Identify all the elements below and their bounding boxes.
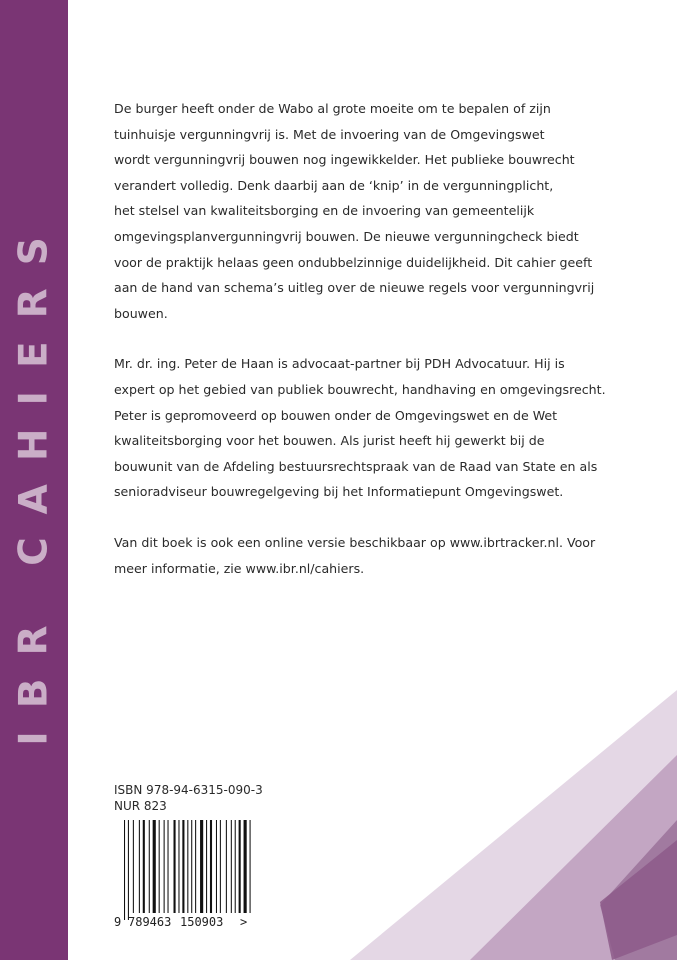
isbn-number: ISBN 978-94-6315-090-3 [114,783,263,797]
barcode-bar [244,820,247,913]
barcode-bar [195,820,196,913]
barcode-bar [168,820,169,913]
barcode-digits-group1: 789463 [128,915,172,929]
barcode-bar [206,820,207,913]
barcode-bar [235,820,236,913]
summary-paragraph: De burger heeft onder de Wabo al grote moeite om te bepalen of zijn tuinhuisje vergunningvrij is. Met de invoering van de Omgevingswet wordt vergunningvrij bouwen nog ingewikkelder. Het publieke bouwrecht verandert volledig. Denk daarbij aan de ‘knip’ in de vergunningplicht, het stelsel van kwaliteitsborging en de invoering van gemeentelijk omgevingsplanvergunningvrij bouwen. De nieuwe vergunningcheck biedt voor de praktijk helaas geen ondubbelzinnige duidelijkheid. Dit cahier geeft aan de hand van schema’s uitleg over de nieuwe regels voor vergunningvrij bouwen. [114,101,595,321]
barcode-bar [226,820,227,913]
barcode-bar [182,820,184,913]
barcode-bar [216,820,217,913]
barcode-bar [191,820,192,913]
barcode-bar [220,820,221,913]
barcode-bar [239,820,241,913]
barcode [112,818,252,930]
barcode-bar [143,820,145,913]
author-paragraph: Mr. dr. ing. Peter de Haan is advocaat-partner bij PDH Advocatuur. Hij is expert op het gebied van publiek bouwrecht, handhaving en omgevingsrecht. Peter is gepromoveerd op bouwen onder de Omgevingswet en de Wet kwaliteitsborging voor het bouwen. Als jurist heeft hij gewerkt bij de bouwunit van de Afdeling bestuursrechtspraak van de Raad van State en als senioradviseur bouwregelgeving bij het Informatiepunt Omgevingswet. [114,356,606,500]
barcode-bar [231,820,232,913]
barcode-bar [174,820,176,913]
barcode-bar [128,820,129,920]
series-title: IBR CAHIERS [11,214,57,746]
nur-code: NUR 823 [114,799,167,813]
barcode-bar [149,820,150,913]
barcode-bar [124,820,125,920]
barcode-bar [153,820,156,913]
barcode-quiet-mark: > [240,915,248,929]
isbn-block [114,782,263,814]
barcode-bar [187,820,188,913]
barcode-bar [178,820,179,913]
barcode-bar [200,820,203,913]
barcode-digits-group2: 150903 [180,915,224,929]
barcode-bar [133,820,134,913]
barcode-bar [139,820,140,913]
barcode-bar [250,820,251,913]
online-version-paragraph: Van dit boek is ook een online versie beschikbaar op www.ibrtracker.nl. Voor meer informatie, zie www.ibr.nl/cahiers. [114,534,596,576]
barcode-bars [124,820,252,920]
barcode-bar [210,820,212,913]
barcode-bar [164,820,165,913]
barcode-bar [159,820,160,913]
barcode-digit-left: 9 [114,915,122,929]
back-cover-text [114,96,654,606]
